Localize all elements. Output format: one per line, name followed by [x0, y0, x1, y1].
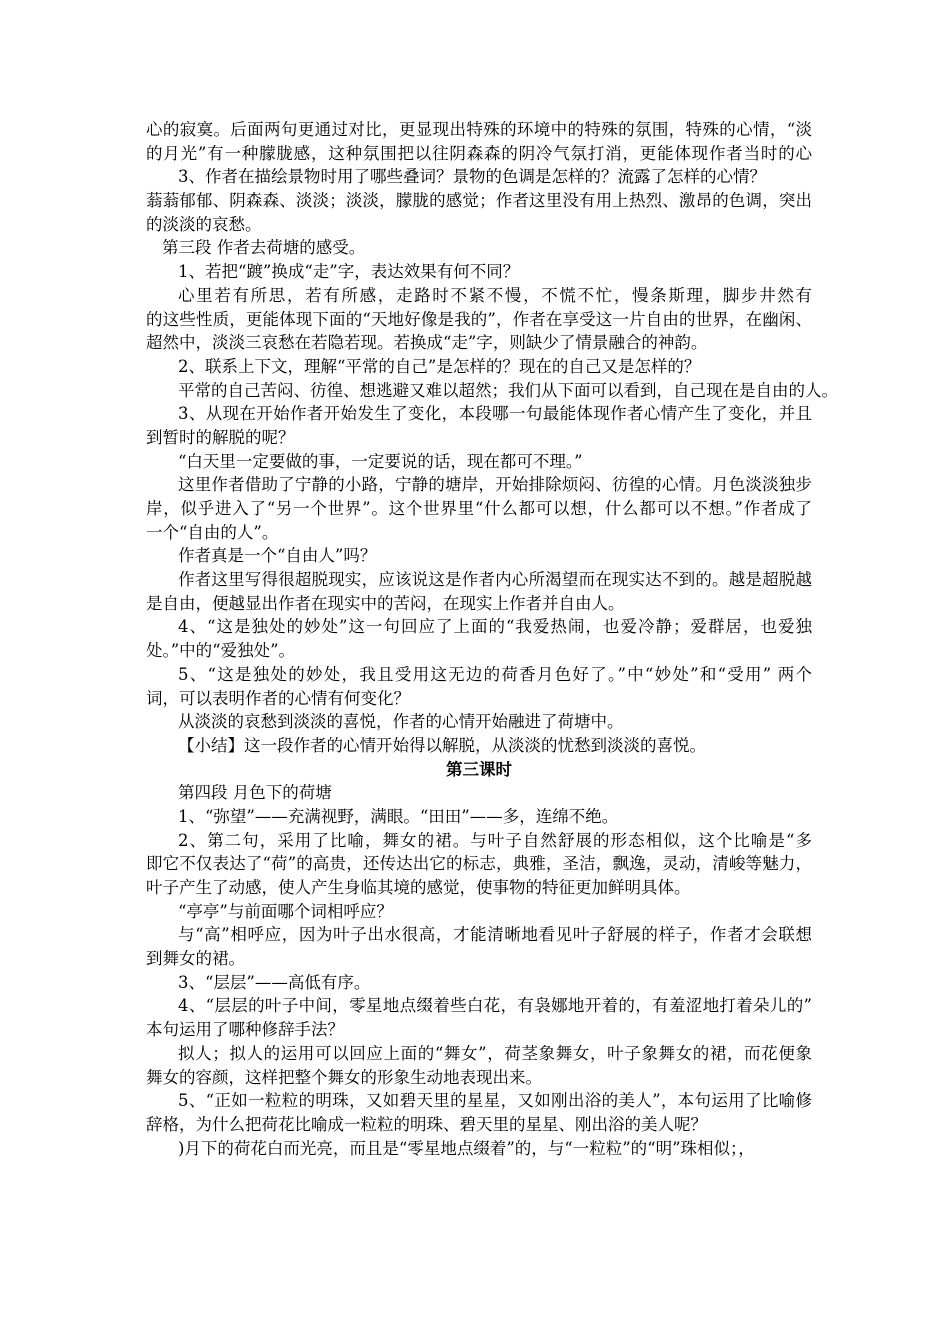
answer-line: 1、“弥望”——充满视野，满眼。“田田”——多，连绵不绝。 [178, 806, 619, 826]
answer-line: 心里若有所思，若有所感，走路时不紧不慢，不慌不忙，慢条斯理，脚步井然有 [178, 285, 812, 305]
question-line: 作者真是一个“自由人”吗？ [178, 546, 377, 566]
answer-line: 的这些性质，更能体现下面的“天地好像是我的”，作者在享受这一片自由的世界，在幽闲、 [146, 309, 812, 329]
question-line: 辞格，为什么把荷花比喻成一粒粒的明珠、碧天里的星星、刚出浴的美人呢？ [146, 1114, 707, 1134]
question-line: 词，可以表明作者的心情有何变化？ [146, 688, 410, 708]
question-line: 处。”中的“爱独处”。 [146, 641, 296, 661]
lesson-heading: 第三课时 [446, 759, 512, 779]
text-line: 心的寂寞。后面两句更通过对比，更显现出特殊的环境中的特殊的氛围，特殊的心情，“淡 [146, 120, 812, 139]
question-line: “亭亭”与前面哪个词相呼应？ [178, 901, 393, 921]
answer-line: 舞女的容颜，这样把整个舞女的形象生动地表现出来。 [146, 1067, 542, 1087]
answer-line: )月下的荷花白而光亮，而且是“零星地点缀着”的，与“一粒粒”的“明”珠相似；， [178, 1138, 755, 1158]
answer-line: 作者这里写得很超脱现实，应该说这是作者内心所渴望而在现实达不到的。越是超脱越 [178, 570, 812, 590]
summary-line: 【小结】这一段作者的心情开始得以解脱，从淡淡的忧愁到淡淡的喜悦。 [178, 735, 706, 755]
question-line: 5、“这是独处的妙处，我且受用这无边的荷香月色好了。”中“妙处”和“受用” 两个 [178, 664, 812, 684]
answer-line: 3、“层层”——高低有序。 [178, 972, 371, 992]
section-heading: 第四段 月色下的荷塘 [178, 783, 332, 803]
answer-line: 即它不仅表达了“荷”的高贵，还传达出它的标志，典雅，圣洁，飘逸，灵动，清峻等魅力， [146, 854, 812, 874]
answer-line: 这里作者借助了宁静的小路，宁静的塘岸，开始排除烦闷、彷徨的心情。月色淡淡独步 [178, 475, 812, 495]
answer-line: 是自由，便越显出作者在现实中的苦闷，在现实上作者并自由人。 [146, 593, 625, 613]
document-page [146, 118, 838, 1160]
answer-line: 叶子产生了动感，使人产生身临其境的感觉，使事物的特征更加鲜明具体。 [146, 878, 691, 897]
answer-line: 蓊蓊郁郁、阴森森、淡淡；淡淡，朦胧的感觉；作者这里没有用上热烈、激昂的色调，突出 [146, 191, 812, 211]
quote-line: “白天里一定要做的事，一定要说的话，现在都可不理。” [178, 451, 583, 471]
question-line: 5、“正如一粒粒的明珠，又如碧天里的星星，又如刚出浴的美人”，本句运用了比喻修 [178, 1091, 812, 1111]
answer-line: 岸，似乎进入了“另一个世界”。这个世界里“什么都可以想，什么都可以不想。”作者成了 [146, 499, 812, 518]
question-line: 2、联系上下文，理解“平常的自己”是怎样的？现在的自己又是怎样的？ [178, 356, 701, 376]
answer-line: 超然中，淡淡三哀愁在若隐若现。若换成“走”字，则缺少了情景融合的神韵。 [146, 333, 708, 353]
answer-line: 拟人；拟人的运用可以回应上面的“舞女”，荷茎象舞女，叶子象舞女的裙，而花便象 [178, 1043, 812, 1063]
answer-line: 与“高”相呼应，因为叶子出水很高，才能清晰地看见叶子舒展的样子，作者才会联想 [178, 925, 812, 945]
answer-line: 的淡淡的哀愁。 [146, 214, 262, 234]
question-line: 4、“这是独处的妙处”这一句回应了上面的“我爱热闹，也爱冷静；爱群居，也爱独 [178, 617, 812, 637]
answer-line: 到舞女的裙。 [146, 949, 245, 969]
answer-line: 一个“自由的人”。 [146, 522, 279, 542]
section-heading: 第三段 作者去荷塘的感受。 [162, 238, 366, 258]
question-line: 4、“层层的叶子中间，零星地点缀着些白花，有袅娜地开着的，有羞涩地打着朵儿的” [178, 996, 812, 1016]
question-line: 3、从现在开始作者开始发生了变化，本段哪一句最能体现作者心情产生了变化，并且 [178, 404, 812, 424]
answer-line: 平常的自己苦闷、彷徨、想逃避又难以超然；我们从下面可以看到，自己现在是自由的人。 [178, 380, 838, 400]
text-line: 的月光”有一种朦胧感，这种氛围把以往阴森森的阴冷气氛打消，更能体现作者当时的心 [146, 143, 812, 163]
answer-line: 2、第二句，采用了比喻，舞女的裙。与叶子自然舒展的形态相似，这个比喻是“多 [178, 830, 812, 850]
question-line: 3、作者在描绘景物时用了哪些叠词？景物的色调是怎样的？流露了怎样的心情？ [178, 167, 766, 187]
answer-line: 从淡淡的哀愁到淡淡的喜悦，作者的心情开始融进了荷塘中。 [178, 712, 624, 732]
question-line: 1、若把“踱”换成“走”字，表达效果有何不同？ [178, 262, 520, 282]
question-line: 本句运用了哪种修辞手法？ [146, 1020, 344, 1040]
question-line: 到暂时的解脱的呢？ [146, 427, 295, 447]
